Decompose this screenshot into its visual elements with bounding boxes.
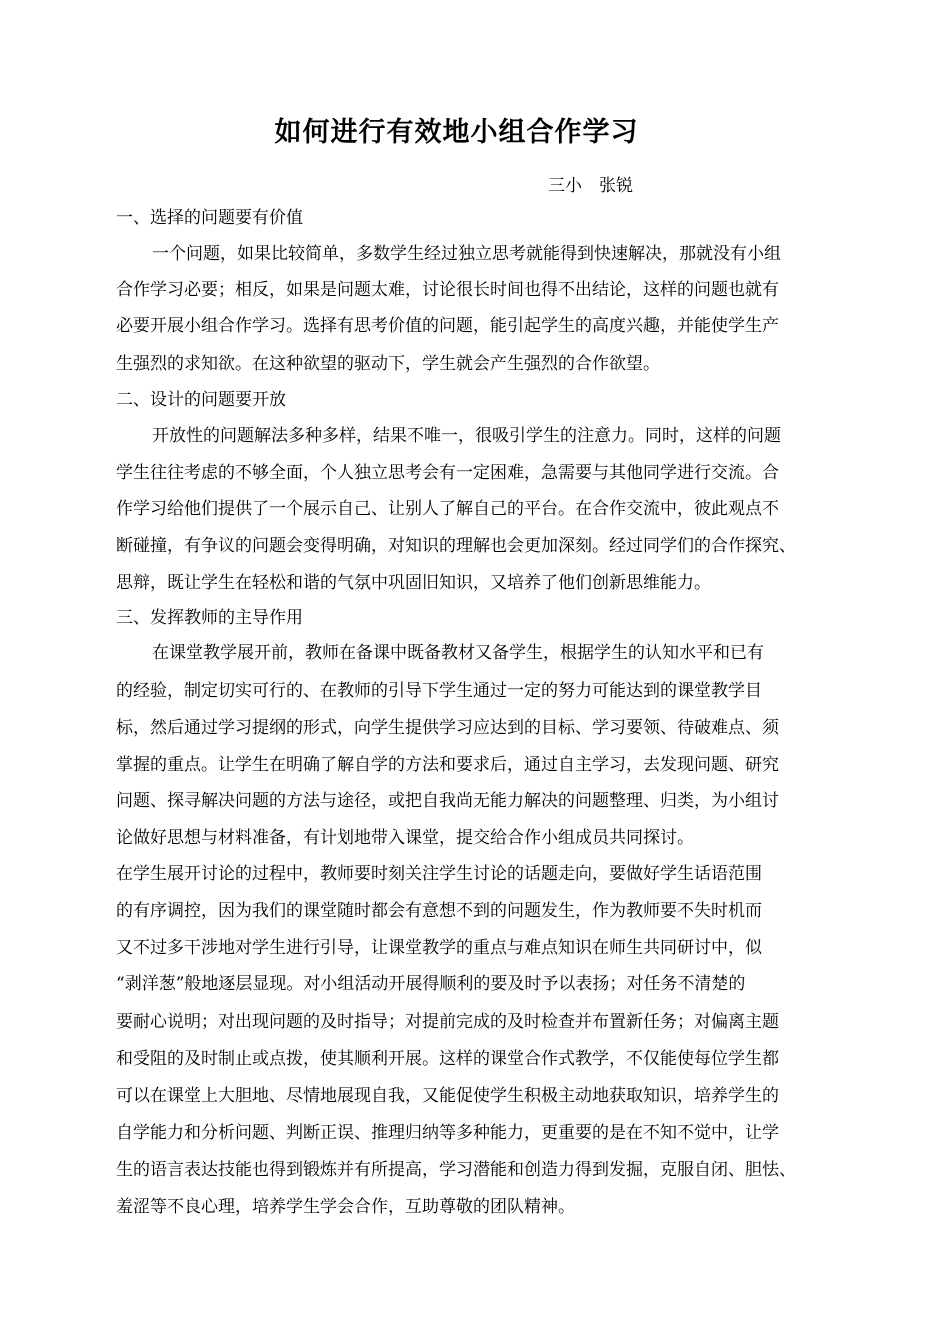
paragraph-line: 的经验，制定切实可行的、在教师的引导下学生通过一定的努力可能达到的课堂教学目: [116, 681, 762, 701]
paragraph-line: 和受阻的及时制止或点拨，使其顺利开展。这样的课堂合作式教学，不仅能使每位学生都: [116, 1049, 779, 1069]
paragraph-line: 学生往往考虑的不够全面，个人独立思考会有一定困难，急需要与其他同学进行交流。合: [116, 463, 779, 483]
paragraph-line: 论做好思想与材料准备，有计划地带入课堂，提交给合作小组成员共同探讨。: [116, 828, 694, 848]
section-heading-2: 二、设计的问题要开放: [116, 390, 286, 410]
paragraph-line: 思辩，既让学生在轻松和谐的气氛中巩固旧知识，又培养了他们创新思维能力。: [116, 573, 711, 593]
paragraph-line: 必要开展小组合作学习。选择有思考价值的问题，能引起学生的高度兴趣，并能使学生产: [116, 316, 779, 336]
paragraph-line: 掌握的重点。让学生在明确了解自学的方法和要求后，通过自主学习，去发现问题、研究: [116, 755, 779, 775]
author-line: 三小 张锐: [548, 176, 633, 196]
paragraph-line: 问题、探寻解决问题的方法与途径，或把自我尚无能力解决的问题整理、归类，为小组讨: [116, 791, 779, 811]
paragraph-line: 要耐心说明；对出现问题的及时指导；对提前完成的及时检查并布置新任务；对偏离主题: [116, 1012, 779, 1032]
paragraph-line: 可以在课堂上大胆地、尽情地展现自我，又能促使学生积极主动地获取知识，培养学生的: [116, 1086, 779, 1106]
section-heading-1: 一、选择的问题要有价值: [116, 208, 303, 228]
paragraph-line: 一个问题，如果比较简单，多数学生经过独立思考就能得到快速解决，那就没有小组: [152, 244, 781, 264]
paragraph-line: 又不过多干涉地对学生进行引导，让课堂教学的重点与难点知识在师生共同研讨中，似: [116, 938, 762, 958]
paragraph-line: 生的语言表达技能也得到锻炼并有所提高，学习潜能和创造力得到发掘，克服自闭、胆怯、: [116, 1160, 796, 1180]
document-title: 如何进行有效地小组合作学习: [274, 117, 639, 148]
section-heading-3: 三、发挥教师的主导作用: [116, 608, 303, 628]
paragraph-line: “剥洋葱”般地逐层显现。对小组活动开展得顺利的要及时予以表扬；对任务不清楚的: [116, 974, 746, 994]
paragraph-line: 开放性的问题解法多种多样，结果不唯一，很吸引学生的注意力。同时，这样的问题: [152, 426, 781, 446]
paragraph-line: 在课堂教学展开前，教师在备课中既备教材又备学生，根据学生的认知水平和已有: [152, 643, 764, 663]
paragraph-line: 羞涩等不良心理，培养学生学会合作，互助尊敬的团队精神。: [116, 1197, 575, 1217]
paragraph-line: 合作学习必要；相反，如果是问题太难，讨论很长时间也得不出结论，这样的问题也就有: [116, 280, 779, 300]
paragraph-line: 作学习给他们提供了一个展示自己、让别人了解自己的平台。在合作交流中，彼此观点不: [116, 499, 779, 519]
paragraph-line: 生强烈的求知欲。在这种欲望的驱动下，学生就会产生强烈的合作欲望。: [116, 354, 660, 374]
paragraph-line: 断碰撞，有争议的问题会变得明确，对知识的理解也会更加深刻。经过同学们的合作探究、: [116, 536, 796, 556]
paragraph-line: 标，然后通过学习提纲的形式，向学生提供学习应达到的目标、学习要领、待破难点、须: [116, 718, 779, 738]
paragraph-line: 在学生展开讨论的过程中，教师要时刻关注学生讨论的话题走向，要做好学生话语范围: [116, 864, 762, 884]
paragraph-line: 自学能力和分析问题、判断正误、推理归纳等多种能力，更重要的是在不知不觉中，让学: [116, 1123, 779, 1143]
paragraph-line: 的有序调控，因为我们的课堂随时都会有意想不到的问题发生，作为教师要不失时机而: [116, 901, 762, 921]
